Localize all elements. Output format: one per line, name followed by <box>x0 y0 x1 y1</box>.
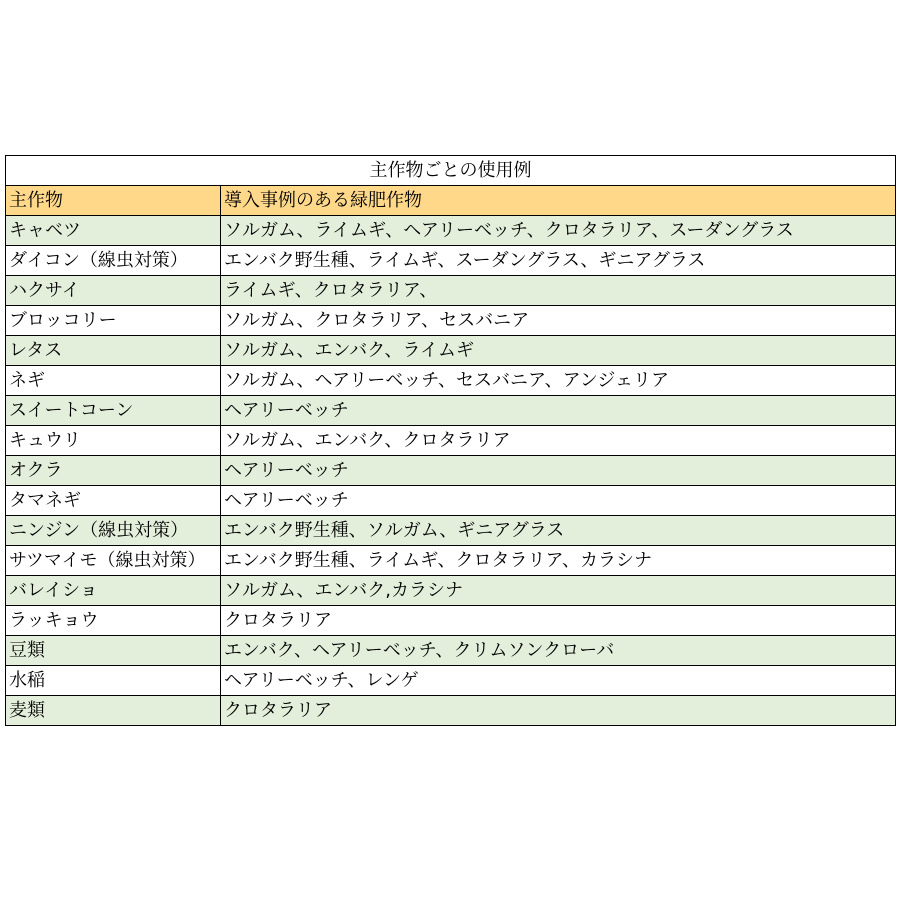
table-row <box>6 606 896 636</box>
table-row <box>6 246 896 276</box>
crop-cell: 麦類 <box>6 696 221 726</box>
table-row <box>6 456 896 486</box>
table-row <box>6 306 896 336</box>
crop-cell: タマネギ <box>6 486 221 516</box>
green-manure-cell: ヘアリーベッチ、レンゲ <box>221 666 896 696</box>
crop-cell: 水稲 <box>6 666 221 696</box>
table-row <box>6 516 896 546</box>
table-row <box>6 396 896 426</box>
header-row <box>6 186 896 216</box>
crop-cell: ダイコン（線虫対策） <box>6 246 221 276</box>
crop-cell: キャベツ <box>6 216 221 246</box>
green-manure-cell: エンバク野生種、ソルガム、ギニアグラス <box>221 516 896 546</box>
green-manure-cell: ヘアリーベッチ <box>221 396 896 426</box>
green-manure-cell: ソルガム、エンバク、ライムギ <box>221 336 896 366</box>
green-manure-cell: エンバク野生種、ライムギ、クロタラリア、カラシナ <box>221 546 896 576</box>
crop-usage-table-body <box>6 156 896 726</box>
green-manure-cell: クロタラリア <box>221 606 896 636</box>
table-row <box>6 696 896 726</box>
crop-cell: ネギ <box>6 366 221 396</box>
table-row <box>6 666 896 696</box>
crop-cell: ニンジン（線虫対策） <box>6 516 221 546</box>
header-main-crop: 主作物 <box>6 186 221 216</box>
crop-cell: キュウリ <box>6 426 221 456</box>
crop-cell: ハクサイ <box>6 276 221 306</box>
table-row <box>6 486 896 516</box>
green-manure-cell: クロタラリア <box>221 696 896 726</box>
green-manure-cell: ソルガム、エンバク,カラシナ <box>221 576 896 606</box>
crop-cell: ラッキョウ <box>6 606 221 636</box>
table-row <box>6 426 896 456</box>
green-manure-cell: ソルガム、ライムギ、ヘアリーベッチ、クロタラリア、スーダングラス <box>221 216 896 246</box>
title-row <box>6 156 896 186</box>
table-row <box>6 576 896 606</box>
green-manure-cell: ライムギ、クロタラリア、 <box>221 276 896 306</box>
green-manure-cell: ソルガム、エンバク、クロタラリア <box>221 426 896 456</box>
crop-cell: バレイショ <box>6 576 221 606</box>
table-title: 主作物ごとの使用例 <box>6 156 896 186</box>
crop-cell: スイートコーン <box>6 396 221 426</box>
table-row <box>6 546 896 576</box>
table-row <box>6 216 896 246</box>
crop-cell: レタス <box>6 336 221 366</box>
green-manure-cell: ヘアリーベッチ <box>221 456 896 486</box>
crop-usage-table <box>5 155 896 726</box>
green-manure-cell: ソルガム、ヘアリーベッチ、セスバニア、アンジェリア <box>221 366 896 396</box>
header-green-manure: 導入事例のある緑肥作物 <box>221 186 896 216</box>
table-row <box>6 636 896 666</box>
crop-cell: サツマイモ（線虫対策） <box>6 546 221 576</box>
table-row <box>6 276 896 306</box>
crop-cell: 豆類 <box>6 636 221 666</box>
table-row <box>6 366 896 396</box>
crop-cell: オクラ <box>6 456 221 486</box>
green-manure-cell: ソルガム、クロタラリア、セスバニア <box>221 306 896 336</box>
crop-cell: ブロッコリー <box>6 306 221 336</box>
green-manure-cell: エンバク、ヘアリーベッチ、クリムソンクローバ <box>221 636 896 666</box>
table-row <box>6 336 896 366</box>
green-manure-cell: ヘアリーベッチ <box>221 486 896 516</box>
green-manure-cell: エンバク野生種、ライムギ、スーダングラス、ギニアグラス <box>221 246 896 276</box>
